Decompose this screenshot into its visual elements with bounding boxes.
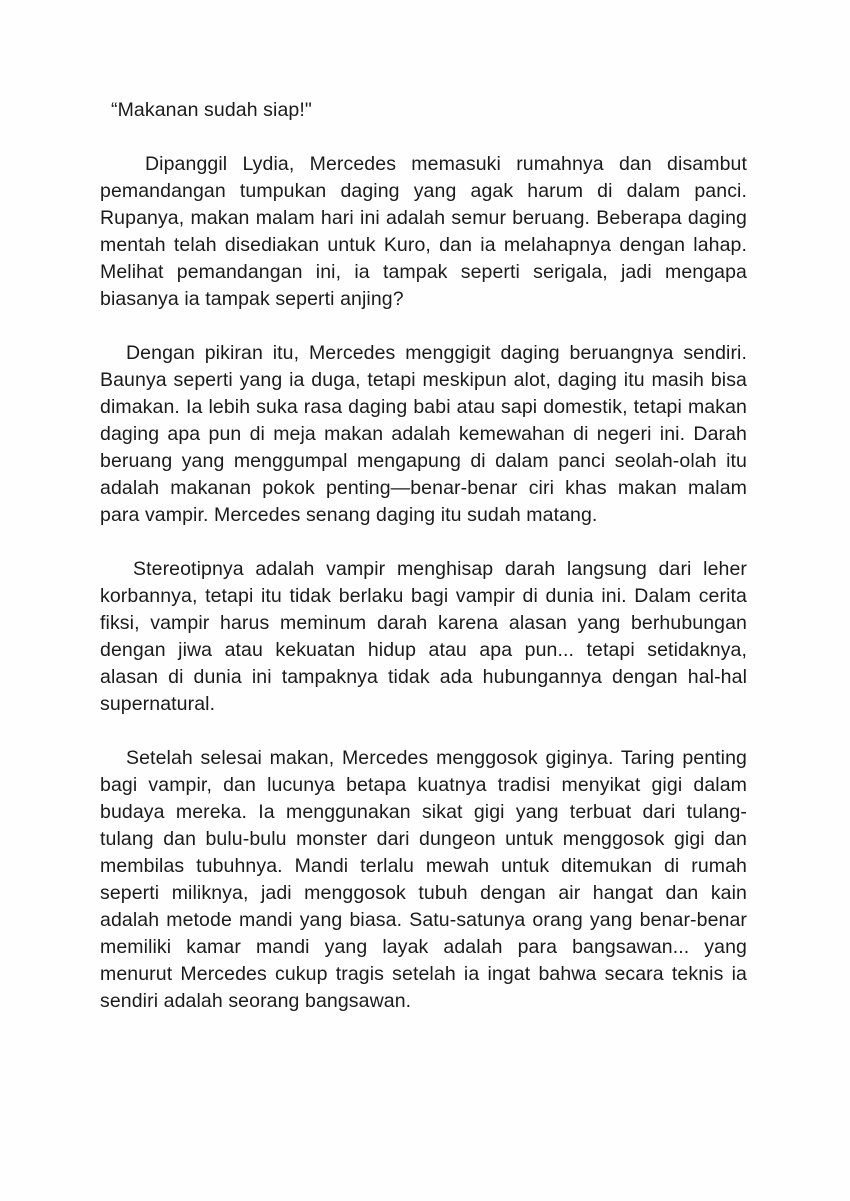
body-paragraph: Stereotipnya adalah vampir menghisap darah langsung dari leher korbannya, tetapi itu tidak berlaku bagi vampir di dunia ini. Dalam cerita fiksi, vampir harus meminum darah karena alasan yang berhubungan dengan jiwa atau kekuatan hidup atau apa pun... tetapi setidaknya, alasan di dunia ini tampaknya tidak ada hubungannya dengan hal-hal supernatural. xyxy=(100,558,747,715)
body-paragraph: Dengan pikiran itu, Mercedes menggigit daging beruangnya sendiri. Baunya seperti yang ia duga, tetapi meskipun alot, daging itu masih bisa dimakan. Ia lebih suka rasa daging babi atau sapi domestik, tetapi makan daging apa pun di meja makan adalah kemewahan di negeri ini. Darah beruang yang menggumpal mengapung di dalam panci seolah-olah itu adalah makanan pokok penting—benar-benar ciri khas makan malam para vampir. Mercedes senang daging itu sudah matang. xyxy=(100,342,747,526)
body-paragraph: Dipanggil Lydia, Mercedes memasuki rumahnya dan disambut pemandangan tumpukan daging yang agak harum di dalam panci. Rupanya, makan malam hari ini adalah semur beruang. Beberapa daging mentah telah disediakan untuk Kuro, dan ia melahapnya dengan lahap. Melihat pemandangan ini, ia tampak seperti serigala, jadi mengapa biasanya ia tampak seperti anjing? xyxy=(100,153,747,310)
dialogue-line: “Makanan sudah siap!" xyxy=(111,99,312,121)
body-paragraph: Setelah selesai makan, Mercedes menggosok giginya. Taring penting bagi vampir, dan lucunya betapa kuatnya tradisi menyikat gigi dalam budaya mereka. Ia menggunakan sikat gigi yang terbuat dari tulang-tulang dan bulu-bulu monster dari dungeon untuk menggosok gigi dan membilas tubuhnya. Mandi terlalu mewah untuk ditemukan di rumah seperti miliknya, jadi menggosok tubuh dengan air hangat dan kain adalah metode mandi yang biasa. Satu-satunya orang yang benar-benar memiliki kamar mandi yang layak adalah para bangsawan... yang menurut Mercedes cukup tragis setelah ia ingat bahwa secara teknis ia sendiri adalah seorang bangsawan. xyxy=(100,747,747,1012)
